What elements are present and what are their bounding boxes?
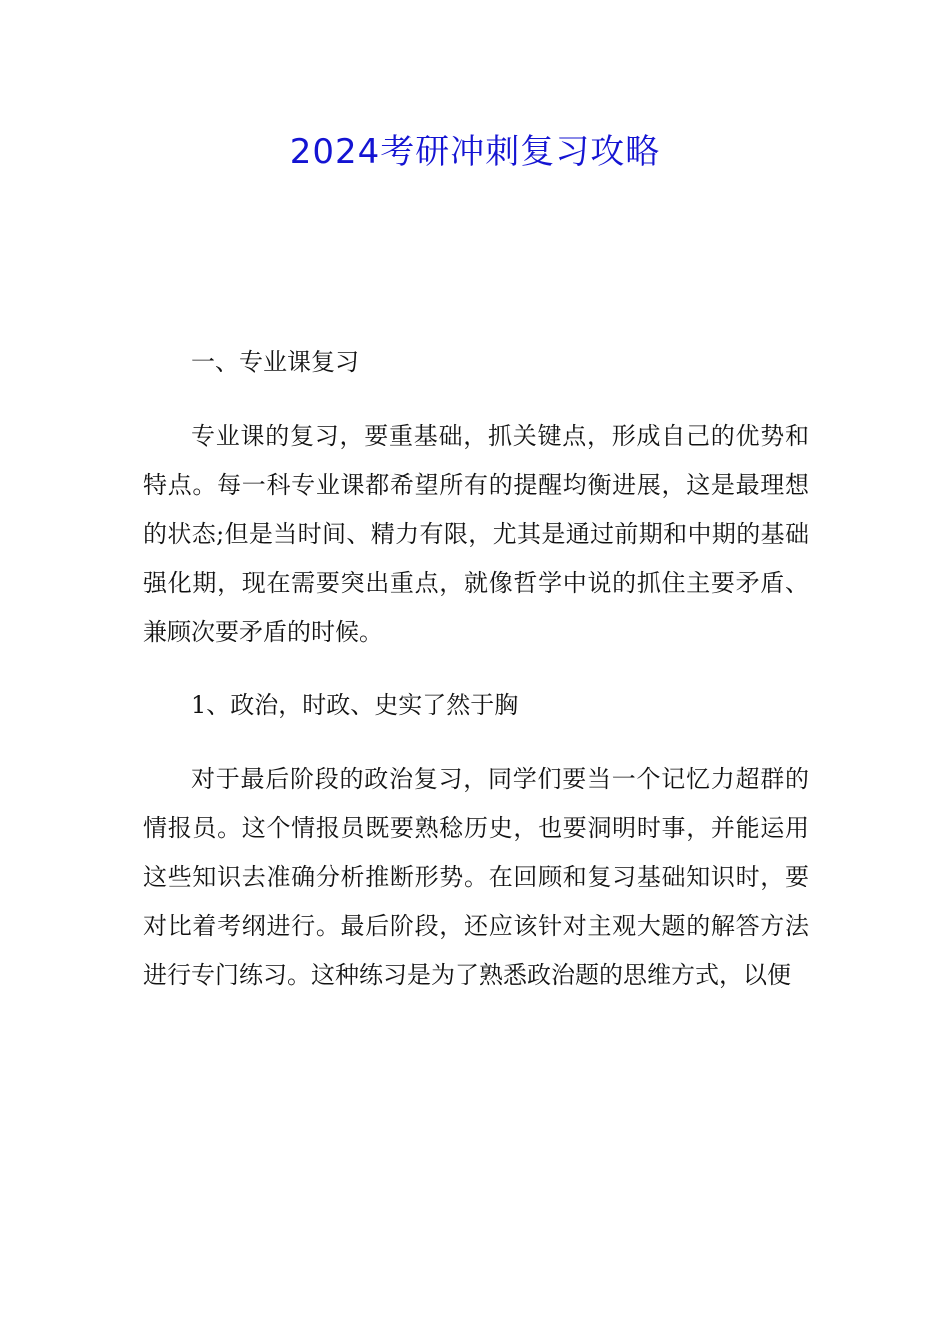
page-title: 2024考研冲刺复习攻略 (289, 132, 661, 172)
paragraph-specialized-courses: 专业课的复习，要重基础，抓关键点，形成自己的优势和特点。每一科专业课都希望所有的提醒均衡进展，这是最理想的状态;但是当时间、精力有限，尤其是通过前期和中期的基础强化期，现在需要突出重点，就像哲学中说的抓住主要矛盾、兼顾次要矛盾的时候。 (143, 421, 809, 646)
section-heading-specialized-courses: 一、专业课复习 (191, 348, 359, 376)
section-heading-politics: 1、政治，时政、史实了然于胸 (191, 691, 519, 719)
document-body (143, 338, 809, 1024)
paragraph-politics: 对于最后阶段的政治复习，同学们要当一个记忆力超群的情报员。这个情报员既要熟稔历史，也要洞明时事，并能运用这些知识去准确分析推断形势。在回顾和复习基础知识时，要对比着考纲进行。最后阶段，还应该针对主观大题的解答方法进行专门练习。这种练习是为了熟悉政治题的思维方式，以便 (143, 764, 809, 989)
